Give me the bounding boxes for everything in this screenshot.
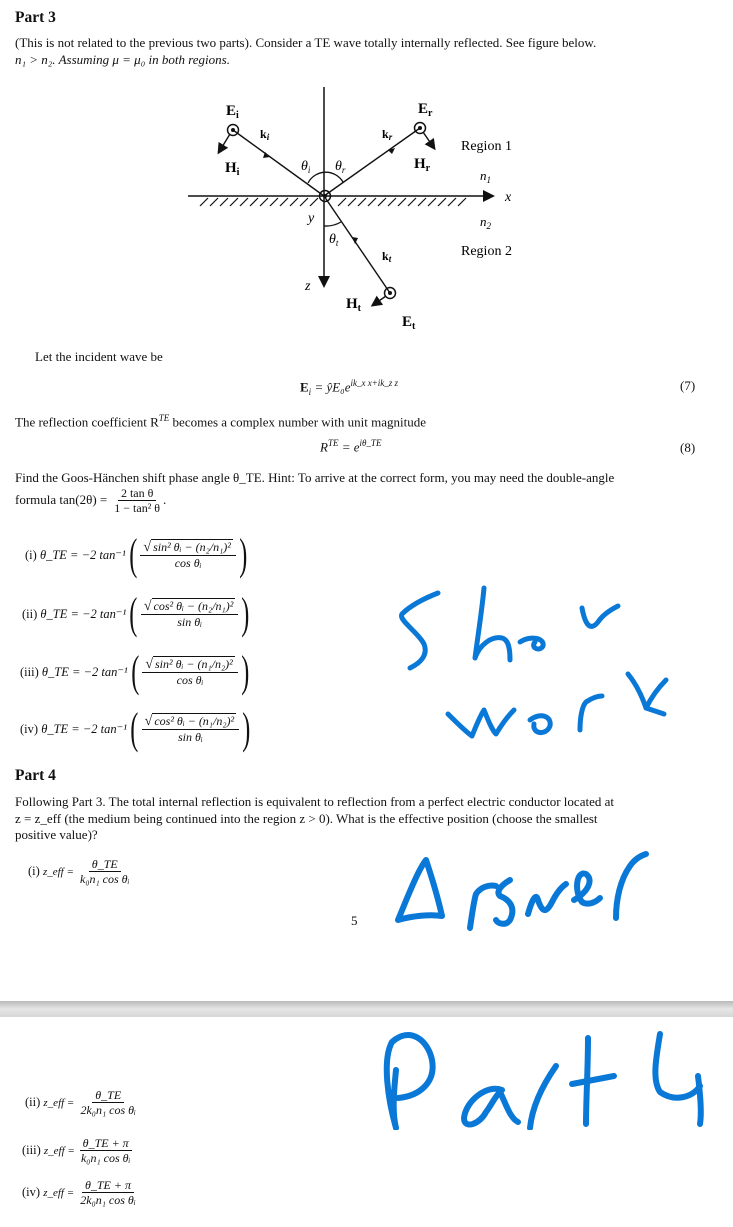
reflection-text: The reflection coefficient $R^{TE}$ becomes a complex number with unit magnitude [15, 413, 426, 430]
part4-text: Following Part 3. The total internal reflection is equivalent to reflection from a perfect electric conductor located at z = z_eff (the medium being continued into the region z > 0). What is the effective position (choose the smallest positive value)? [15, 794, 614, 842]
label-x-axis: x [505, 190, 512, 205]
label-ki: ki [260, 127, 270, 142]
label-theta-t: $\theta_t$ [329, 232, 339, 248]
handwritten-part4 [370, 1020, 733, 1130]
page-divider [0, 1001, 733, 1017]
handwritten-show-work [380, 580, 733, 760]
question-text: Find the Goos-Hänchen shift phase angle θ_TE. Hint: To arrive at the correct form, you may need the double-angle [15, 470, 615, 485]
equation-8-number: (8) [680, 440, 696, 455]
page-number: 5 [351, 913, 358, 928]
label-Ht: $H_t$ [346, 296, 362, 314]
incident-intro: Let the incident wave be [35, 349, 163, 364]
equation-7-number: (7) [680, 378, 696, 393]
label-z-axis: z [305, 279, 311, 294]
label-kt: kt [382, 249, 392, 264]
part3-intro [15, 35, 720, 68]
equation-8: $R^{TE} = e^{i\theta\_TE}$ [320, 438, 382, 455]
double-angle-formula: formula tan(2θ) = $\frac{\text{2 tan θ}}{\text{1 − tan² θ}}$ . [15, 486, 167, 515]
part3-heading: Part 3 [15, 9, 56, 26]
part3-option-iv[interactable]: (iv) θ_TE = −2 tan⁻¹ ( $\frac{\text{√ cos² θᵢ − (n₁/n₂)²}}{\text{sin θᵢ}}$ ) [20, 704, 251, 753]
label-region2: Region 2 [461, 244, 512, 259]
part4-option-iv[interactable]: (iv) z_eff = $\frac{\theta\_TE + \pi}{\text{2k₀n₁ cos θᵢ}}$ [22, 1178, 136, 1207]
label-Er: $E_r$ [418, 101, 433, 119]
label-Et: $E_t$ [402, 314, 416, 330]
te-reflection-figure [180, 80, 550, 330]
handwritten-answer [360, 840, 733, 940]
label-theta-i: $\theta_i$ [301, 159, 311, 175]
label-theta-r: $\theta_r$ [335, 159, 346, 175]
part4-option-iii[interactable]: (iii) z_eff = $\frac{\theta\_TE + \pi}{\text{k₀n₁ cos θᵢ}}$ [22, 1136, 131, 1165]
part3-option-ii[interactable]: (ii) θ_TE = −2 tan⁻¹ ( $\frac{\text{√ cos² θᵢ − (n₂/n₁)²}}{\text{sin θᵢ}}$ ) [22, 589, 250, 638]
label-y-axis: y [308, 211, 315, 226]
label-n2: $n_2$ [480, 214, 491, 231]
equation-7: $E_i$ = $ŷE_0e^{ik\_x x+ik\_z z}$ [300, 378, 399, 397]
part3-intro-line2: n₁ > n₂. Assuming μ = μ₀ in both regions. [15, 51, 230, 67]
label-Hr: $H_r$ [414, 156, 431, 174]
label-kr: kr [382, 127, 393, 142]
part4-option-ii[interactable]: (ii) z_eff = $\frac{\theta\_TE}{\text{2k₀n₁ cos θᵢ}}$ [25, 1088, 136, 1117]
part3-option-iii[interactable]: (iii) θ_TE = −2 tan⁻¹ ( $\frac{\text{√ sin² θᵢ − (n₁/n₂)²}}{\text{cos θᵢ}}$ ) [20, 647, 250, 696]
label-n1: $n_1$ [480, 168, 491, 185]
part3-option-i[interactable]: (i) θ_TE = −2 tan⁻¹ ( $\frac{\text{√ sin² θᵢ − (n₂/n₁)²}}{\text{cos θᵢ}}$ ) [25, 530, 248, 579]
part4-heading: Part 4 [15, 767, 56, 784]
part3-intro-line1: (This is not related to the previous two parts). Consider a TE wave totally internally reflected. See figure below. [15, 35, 597, 50]
label-Hi: $H_i$ [225, 160, 240, 178]
part4-option-i[interactable]: (i) z_eff = $\frac{\theta\_TE}{\text{k₀n₁ cos θᵢ}}$ [28, 857, 130, 886]
label-Ei: $E_i$ [226, 103, 239, 121]
label-region1: Region 1 [461, 139, 512, 154]
